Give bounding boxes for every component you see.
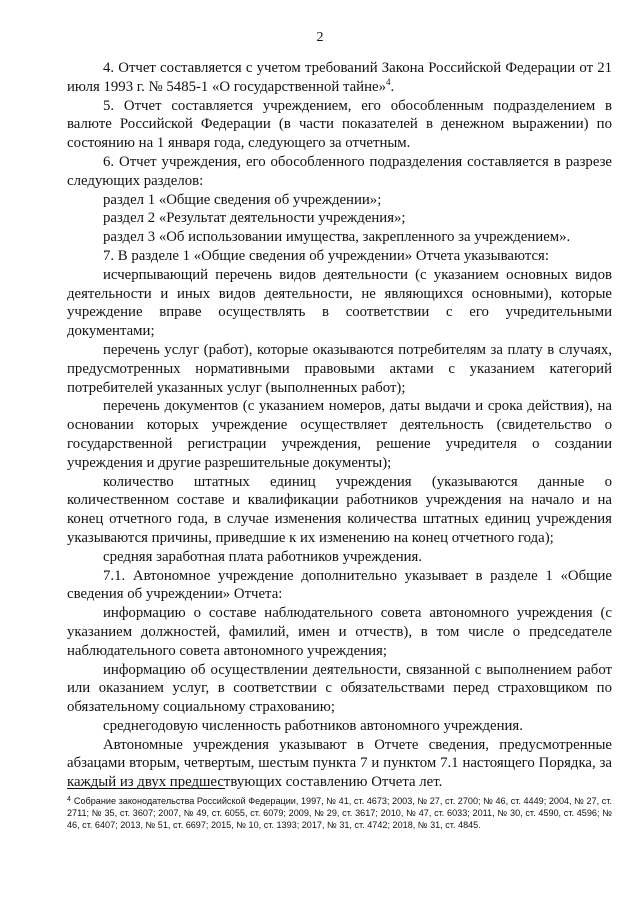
- paragraph-supervisory-board: информацию о составе наблюдательного совета автономного учреждения (с указанием должностей, фамилий, имен и отчеств), в том числе о председателе наблюдательного совета автономного учреждения;: [67, 605, 612, 659]
- paragraph-item-5: 5. Отчет составляется учреждением, его обособленным подразделением в валюте Российской Федерации (в части показателей в денежном выражении) по состоянию на 1 января года, следующего за отчетным.: [67, 97, 612, 152]
- paragraph-headcount: среднегодовую численность работников автономного учреждения.: [103, 717, 523, 734]
- section-list-item-1: раздел 1 «Общие сведения об учреждении»;: [103, 191, 382, 208]
- paragraph-end: .: [390, 78, 395, 95]
- paragraph-staff-units: количество штатных единиц учреждения (указываются данные о количественном составе и квалификации работников учреждения на начало и на конец отчетного года, в случае изменения количества штатных единиц учреждения указываются причины, приведшие к их изменению на конец отчетного года);: [67, 473, 612, 546]
- footnote-text: Собрание законодательства Российской Федерации, 1997, № 41, ст. 4673; 2003, № 27, ст. 2700; № 46, ст. 4449; 2004, № 27, ст. 2711; № 35, ст. 3607; 2007, № 49, ст. 6055, ст. 6079; 2009, № 29, ст. 3617; 2010, № 47, ст. 6033; 2011, № 30, ст. 4590, ст. 4596; № 46, ст. 6407; 2013, № 51, ст. 6697; 2015, № 10, ст. 1393; 2017, № 31, ст. 4742; 2018, № 31, ст. 4845.: [67, 796, 612, 830]
- page-number: 2: [316, 30, 324, 45]
- footnote-divider: [67, 788, 225, 789]
- footnote-number: 4: [67, 796, 71, 803]
- document-body: [67, 59, 612, 792]
- paragraph-services: перечень услуг (работ), которые оказываются потребителям за плату в случаях, предусмотренных нормативными правовыми актами с указанием категорий потребителей указанных услуг (выполненных работ);: [67, 341, 612, 396]
- footnote: [67, 795, 612, 831]
- paragraph-autonomous-summary: Автономные учреждения указывают в Отчете сведения, предусмотренные абзацами вторым, четвертым, шестым пункта 7 и пунктом 7.1 настоящего Порядка, за каждый из двух предшествующих составлению Отчета лет.: [67, 736, 612, 791]
- paragraph-item-4: [67, 59, 612, 97]
- paragraph-item-6: 6. Отчет учреждения, его обособленного подразделения составляется в разрезе следующих разделов:: [67, 153, 612, 189]
- section-list-item-2: раздел 2 «Результат деятельности учреждения»;: [103, 210, 406, 227]
- paragraph-text: 4. Отчет составляется с учетом требований Закона Российской Федерации от 21 июля 1993 г. № 5485-1 «О государственной тайне»: [67, 60, 612, 95]
- paragraph-average-salary: средняя заработная плата работников учреждения.: [103, 548, 423, 565]
- paragraph-activities: исчерпывающий перечень видов деятельности (с указанием основных видов деятельности и иных видов деятельности, не являющихся основными), которые учреждение вправе осуществлять в соответствии с его учредительными документами;: [67, 266, 612, 340]
- paragraph-item-7: 7. В разделе 1 «Общие сведения об учреждении» Отчета указываются:: [103, 247, 549, 264]
- paragraph-insurance: информацию об осуществлении деятельности, связанной с выполнением работ или оказанием услуг, в соответствии с обязательствами перед страховщиком по обязательному социальному страхованию;: [67, 661, 612, 716]
- section-list-item-3: раздел 3 «Об использовании имущества, закрепленного за учреждением».: [103, 229, 571, 246]
- paragraph-documents: перечень документов (с указанием номеров, даты выдачи и срока действия), на основании которых учреждение осуществляет деятельность (свидетельство о государственной регистрации учреждения, решение учредителя о создании учреждения и другие разрешительные документы);: [67, 398, 612, 471]
- footnote-reference[interactable]: 4: [385, 76, 391, 87]
- paragraph-item-7-1: 7.1. Автономное учреждение дополнительно указывает в разделе 1 «Общие сведения об учреждении» Отчета:: [67, 567, 612, 603]
